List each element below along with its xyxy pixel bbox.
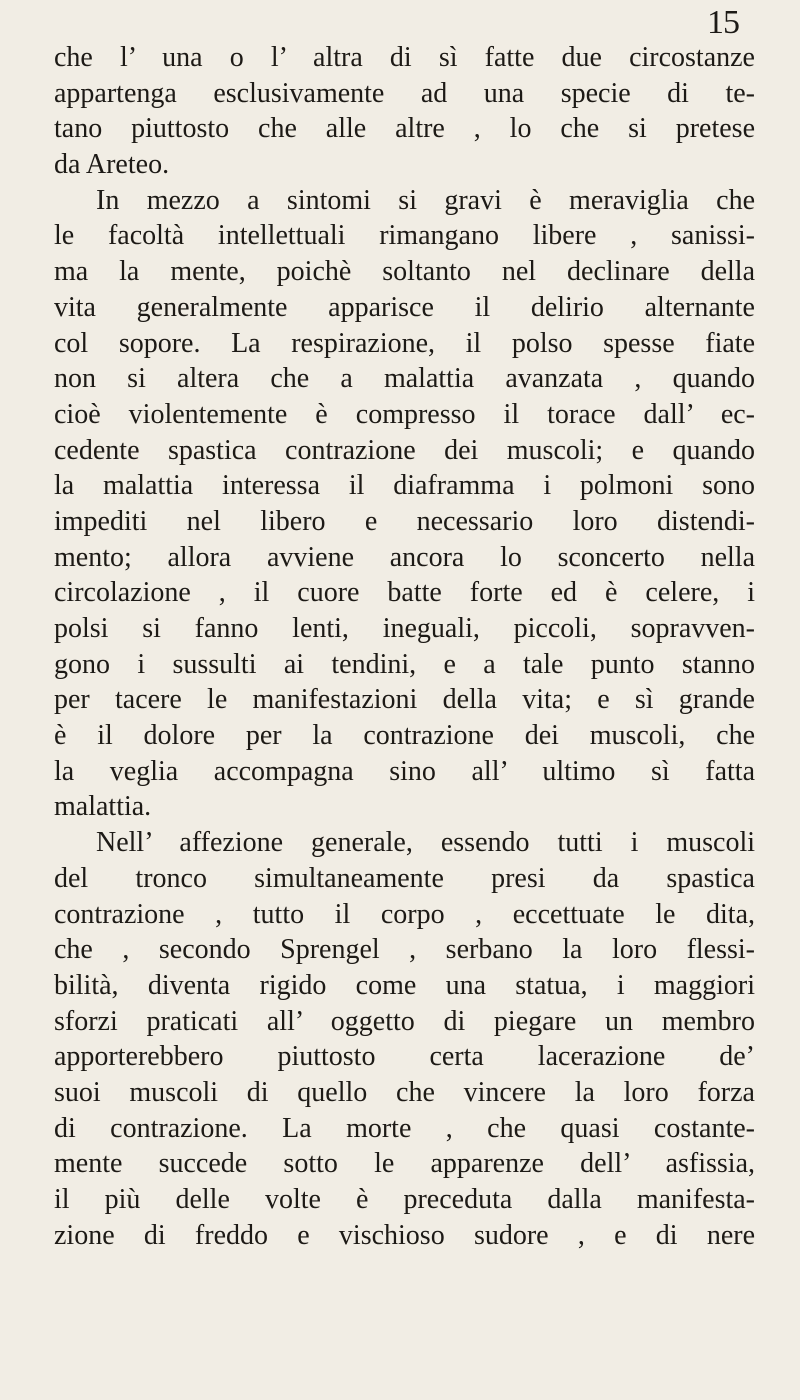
text-line: contrazione , tutto il corpo , eccettuate le dita, xyxy=(54,898,755,930)
text-line: appartenga esclusivamente ad una specie di te- xyxy=(54,77,755,109)
text-line: col sopore. La respirazione, il polso spesse fiate xyxy=(54,327,755,359)
text-line: In mezzo a sintomi si gravi è meraviglia che xyxy=(96,184,755,216)
text-line: suoi muscoli di quello che vincere la loro forza xyxy=(54,1076,755,1108)
text-line: circolazione , il cuore batte forte ed è celere, i xyxy=(54,577,755,609)
text-line: malattia. xyxy=(54,791,152,823)
text-line: ma la mente, poichè soltanto nel declinare della xyxy=(54,256,755,288)
page-number: 15 xyxy=(707,4,739,41)
text-line: zione di freddo e vischioso sudore , e di nere xyxy=(54,1219,755,1251)
text-line: il più delle volte è preceduta dalla manifesta- xyxy=(54,1184,755,1215)
text-line: bilità, diventa rigido come una statua, i maggiori xyxy=(54,969,755,1001)
text-line: apporterebbero piuttosto certa lacerazione de’ xyxy=(54,1041,755,1073)
text-line: di contrazione. La morte , che quasi costante- xyxy=(54,1112,755,1144)
text-line: le facoltà intellettuali rimangano libere , sanissi- xyxy=(54,220,755,252)
text-line: che , secondo Sprengel , serbano la loro flessi- xyxy=(54,934,755,966)
text-line: cioè violentemente è compresso il torace dall’ ec- xyxy=(54,398,755,430)
text-line: mente succede sotto le apparenze dell’ asfissia, xyxy=(54,1148,755,1180)
text-line: gono i sussulti ai tendini, e a tale punto stanno xyxy=(54,648,755,680)
text-line: cedente spastica contrazione dei muscoli; e quando xyxy=(54,434,755,466)
text-line: del tronco simultaneamente presi da spastica xyxy=(54,862,755,894)
text-line: da Areteo. xyxy=(54,149,170,181)
text-line: per tacere le manifestazioni della vita; e sì grande xyxy=(54,684,755,716)
text-line: impediti nel libero e necessario loro distendi- xyxy=(54,505,755,537)
text-line: la malattia interessa il diaframma i polmoni sono xyxy=(54,470,755,502)
text-line: Nell’ affezione generale, essendo tutti i muscoli xyxy=(96,827,755,859)
text-line: è il dolore per la contrazione dei muscoli, che xyxy=(54,720,755,752)
text-line: che l’ una o l’ altra di sì fatte due circostanze xyxy=(54,42,755,73)
text-line: mento; allora avviene ancora lo sconcerto nella xyxy=(54,541,755,573)
text-line: polsi si fanno lenti, ineguali, piccoli, sopravven- xyxy=(54,613,755,644)
text-line: sforzi praticati all’ oggetto di piegare un membro xyxy=(54,1005,755,1037)
text-line: la veglia accompagna sino all’ ultimo sì fatta xyxy=(54,755,755,787)
body-text xyxy=(54,40,755,1253)
text-line: non si altera che a malattia avanzata , quando xyxy=(54,363,755,395)
text-line: tano piuttosto che alle altre , lo che si pretese xyxy=(54,113,755,145)
text-line: vita generalmente apparisce il delirio alternante xyxy=(54,291,755,323)
